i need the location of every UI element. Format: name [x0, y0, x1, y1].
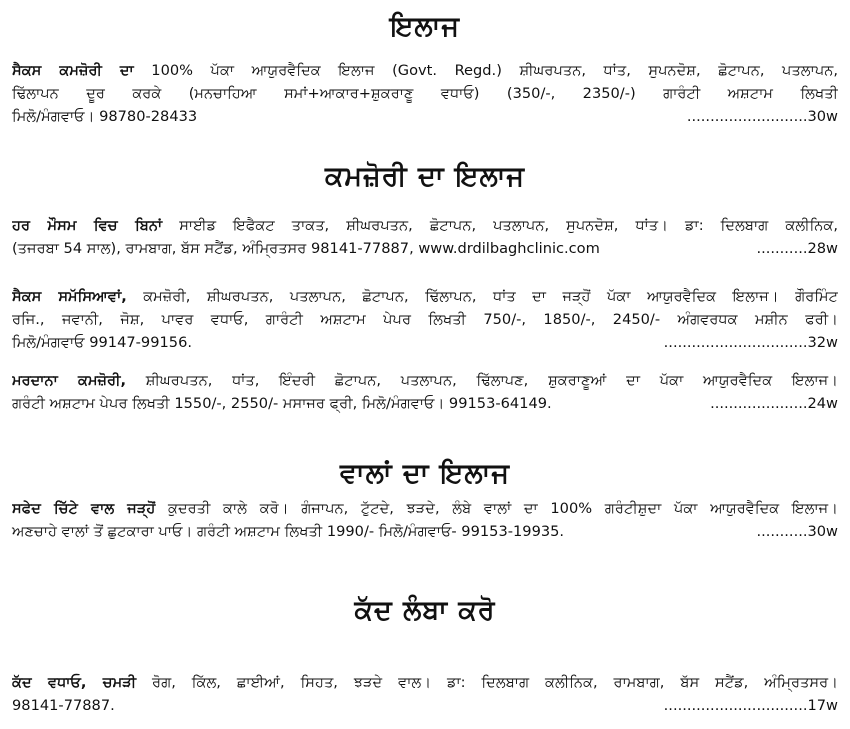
ad-line	[12, 285, 838, 308]
ad-text: ਸ਼ੀਘਰਪਤਨ, ਧਾਂਤ, ਇੰਦਰੀ ਛੋਟਾਪਨ, ਪਤਲਾਪਨ, ਢਿੱਲਾਪਣ, ਸ਼ੁਕਰਾਣੂਆਂ ਦਾ ਪੱਕਾ ਆਯੁਰਵੈਦਿਕ ਇਲਾਜ।	[126, 372, 838, 389]
ad-last-line	[12, 392, 838, 415]
ad-lead: ਹਰ ਮੌਸਮ ਵਿਚ ਬਿਨਾਂ	[12, 217, 163, 234]
ad-contact: ਮਿਲੋ/ਮੰਗਵਾਓ। 98780-28433	[12, 108, 198, 125]
ad-last-line	[12, 694, 838, 717]
ad-text: ਰਜਿ., ਜਵਾਨੀ, ਜੋਸ਼, ਪਾਵਰ ਵਧਾਓ, ਗਾਰੰਟੀ ਅਸ਼ਟਾਮ ਪੇਪਰ ਲਿਖਤੀ 750/-, 1850/-, 2450/- ਅੰਗਵਰਧਕ ਮਸ਼ੀਨ ਫਰੀ।	[12, 311, 838, 328]
ad-last-line	[12, 331, 838, 354]
ad-line	[12, 671, 838, 694]
classified-ad	[12, 214, 838, 260]
ad-contact: ਗਰੰਟੀ ਅਸ਼ਟਾਮ ਪੇਪਰ ਲਿਖਤੀ 1550/-, 2550/- ਮਸਾਜਰ ਫ੍ਰੀ, ਮਿਲੋ/ਮੰਗਵਾਓ। 99153-64149.	[12, 395, 552, 412]
ad-ref-code: ...........28w	[756, 240, 838, 257]
ad-line	[12, 497, 838, 520]
ad-line	[12, 308, 838, 331]
ad-contact: ਅਣਚਾਹੇ ਵਾਲਾਂ ਤੋਂ ਛੁਟਕਾਰਾ ਪਾਓ। ਗਰੰਟੀ ਅਸ਼ਟਾਮ ਲਿਖਤੀ 1990/- ਮਿਲੋ/ਮੰਗਵਾਓ- 99153-19935.	[12, 523, 565, 540]
classified-ad	[12, 671, 838, 717]
ad-lead: ਸੈਕਸ ਕਮਜ਼ੋਰੀ ਦਾ	[12, 62, 134, 79]
ad-text: ਢਿੱਲਾਪਨ ਦੂਰ ਕਰਕੇ (ਮਨਚਾਹਿਆ ਸਮਾਂ+ਆਕਾਰ+ਸ਼ੁਕਰਾਣੂ ਵਧਾਓ) (350/-, 2350/-) ਗਾਰੰਟੀ ਅਸ਼ਟਾਮ ਲਿਖਤੀ	[12, 85, 838, 102]
section-heading-height-increase: ਕੱਦ ਲੰਬਾ ਕਰੋ	[354, 595, 496, 626]
ad-lead: ਸਫੇਦ ਚਿੱਟੇ ਵਾਲ ਜੜ੍ਹੋਂ	[12, 500, 156, 517]
ad-lead: ਮਰਦਾਨਾ ਕਮਜ਼ੋਰੀ,	[12, 372, 127, 389]
section-heading-weakness-treatment: ਕਮਜ਼ੋਰੀ ਦਾ ਇਲਾਜ	[324, 161, 526, 192]
ad-text: ਰੋਗ, ਕਿੱਲ, ਛਾਈਆਂ, ਸਿਹਤ, ਝੜਦੇ ਵਾਲ। ਡਾ: ਦਿਲਬਾਗ ਕਲੀਨਿਕ, ਰਾਮਬਾਗ, ਬੱਸ ਸਟੈਂਡ, ਅੰਮ੍ਰਿਤਸਰ।	[136, 674, 838, 691]
ad-contact: 98141-77887.	[12, 697, 115, 714]
ad-lead: ਸੈਕਸ ਸਮੱਸਿਆਵਾਂ,	[12, 288, 127, 305]
ad-text: ਕੁਦਰਤੀ ਕਾਲੇ ਕਰੋ। ਗੰਜਾਪਨ, ਟੁੱਟਦੇ, ਝੜਦੇ, ਲੰਬੇ ਵਾਲਾਂ ਦਾ 100% ਗਰੰਟੀਸ਼ੁਦਾ ਪੱਕਾ ਆਯੁਰਵੈਦਿਕ ਇਲਾਜ।	[155, 500, 838, 517]
ad-lead: ਕੱਦ ਵਧਾਓ, ਚਮੜੀ	[12, 674, 137, 691]
classified-ad	[12, 497, 838, 543]
ad-line	[12, 82, 838, 105]
ad-last-line	[12, 237, 838, 260]
ad-text: ਕਮਜ਼ੋਰੀ, ਸ਼ੀਘਰਪਤਨ, ਪਤਲਾਪਨ, ਛੋਟਾਪਨ, ਢਿੱਲਾਪਨ, ਧਾਂਤ ਦਾ ਜੜ੍ਹੋਂ ਪੱਕਾ ਆਯੁਰਵੈਦਿਕ ਇਲਾਜ। ਗੌਰਮਿੰਟ	[126, 288, 838, 305]
ad-line	[12, 369, 838, 392]
ad-contact: (ਤਜਰਬਾ 54 ਸਾਲ), ਰਾਮਬਾਗ, ਬੱਸ ਸਟੈਂਡ, ਅੰਮ੍ਰਿਤਸਰ 98141-77887, www.drdilbaghclinic.com	[12, 240, 600, 257]
ad-last-line	[12, 105, 838, 128]
classified-ad	[12, 369, 838, 415]
ad-line	[12, 214, 838, 237]
classified-ad	[12, 285, 838, 354]
ad-ref-code: .....................24w	[710, 395, 838, 412]
ad-ref-code: ...........30w	[756, 523, 838, 540]
section-heading-treatment: ਇਲਾਜ	[389, 11, 461, 42]
ad-text: 100% ਪੱਕਾ ਆਯੁਰਵੈਦਿਕ ਇਲਾਜ (Govt. Regd.) ਸ਼ੀਘਰਪਤਨ, ਧਾਂਤ, ਸੁਪਨਦੋਸ਼, ਛੋਟਾਪਨ, ਪਤਲਾਪਨ,	[133, 62, 838, 79]
ad-ref-code: ..........................30w	[686, 108, 838, 125]
section-heading-hair-treatment: ਵਾਲਾਂ ਦਾ ਇਲਾਜ	[340, 458, 510, 489]
ad-last-line	[12, 520, 838, 543]
ad-text: ਸਾਈਡ ਇਫੈਕਟ ਤਾਕਤ, ਸ਼ੀਘਰਪਤਨ, ਛੋਟਾਪਨ, ਪਤਲਾਪਨ, ਸੁਪਨਦੋਸ਼, ਧਾਂਤ। ਡਾ: ਦਿਲਬਾਗ ਕਲੀਨਿਕ,	[162, 217, 838, 234]
ad-contact: ਮਿਲੋ/ਮੰਗਵਾਓ 99147-99156.	[12, 334, 192, 351]
classified-ad	[12, 59, 838, 128]
ad-ref-code: ...............................32w	[663, 334, 838, 351]
ad-ref-code: ...............................17w	[663, 697, 838, 714]
ad-line	[12, 59, 838, 82]
